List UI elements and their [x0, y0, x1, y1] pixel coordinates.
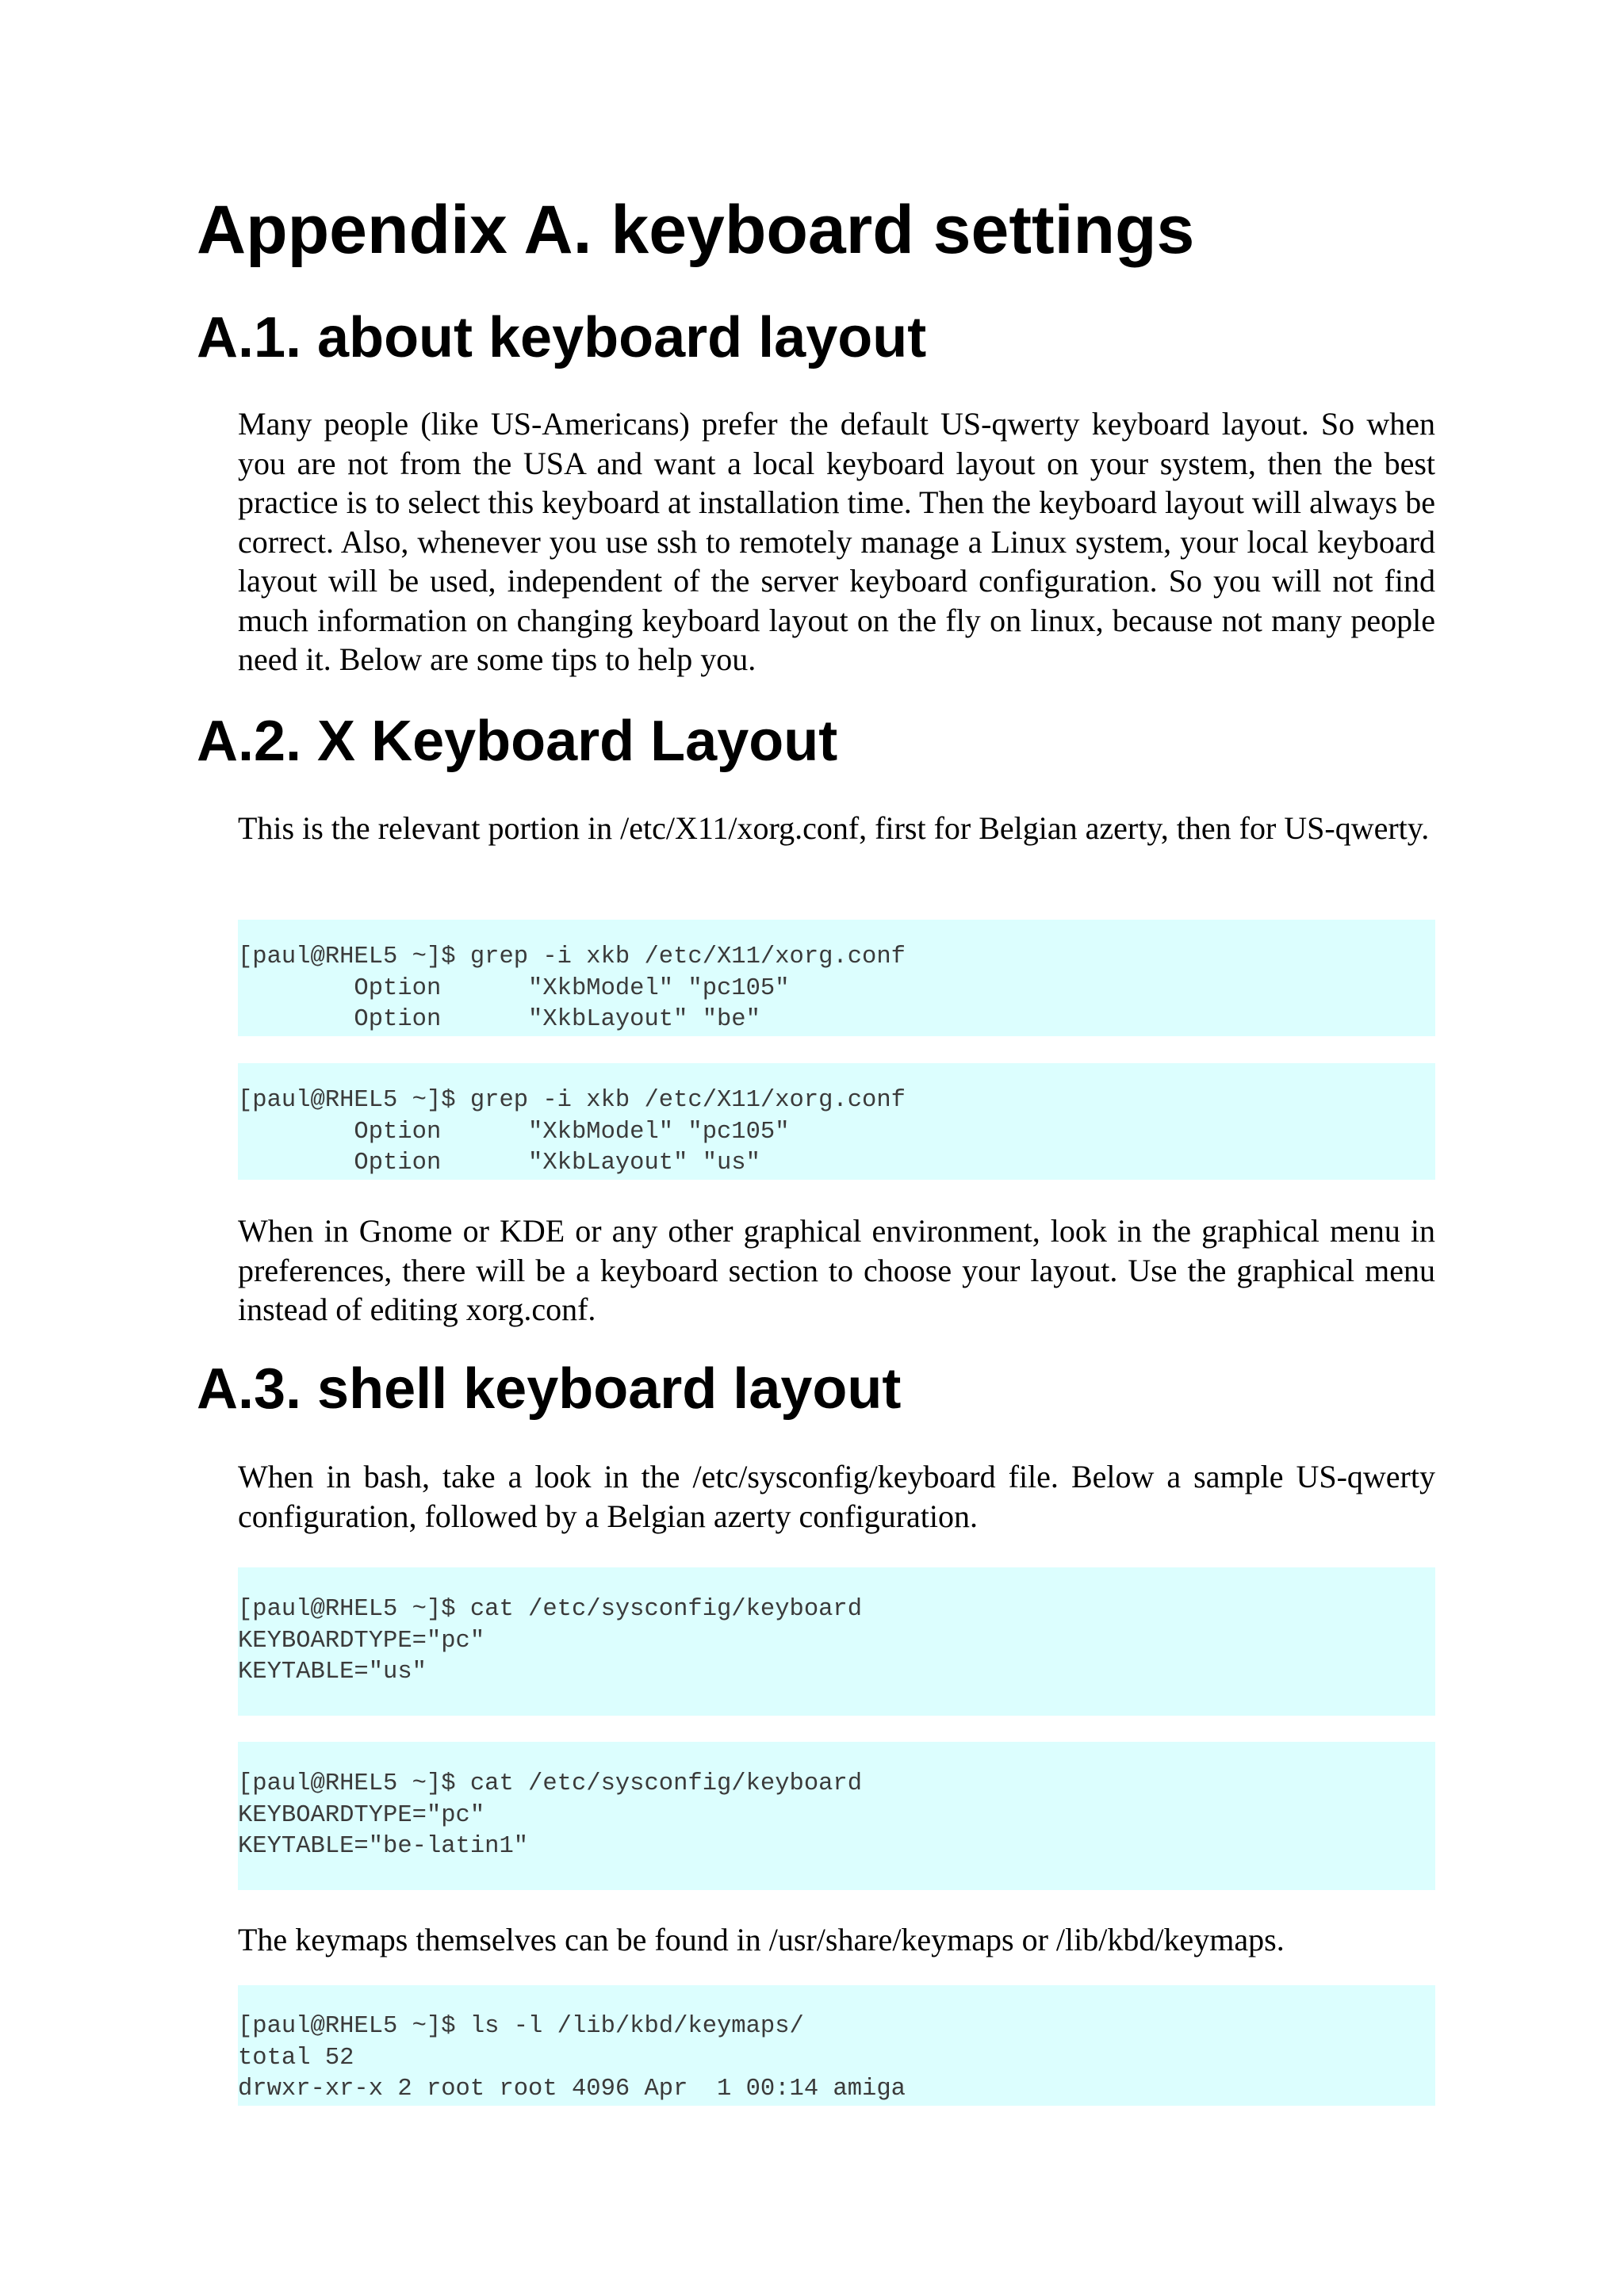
paragraph-a2: This is the relevant portion in /etc/X11/xorg.conf, first for Belgian azerty, then for US-qwerty.: [238, 810, 1430, 846]
code-line: drwxr-xr-x 2 root root 4096 Apr 1 00:14 amiga: [238, 2076, 906, 2103]
paragraph-a3: When in bash, take a look in the /etc/sysconfig/keyboard file. Below a sample US-qwerty configuration, followed by a Belgian azerty configuration.: [238, 1459, 1435, 1534]
code-line: [paul@RHEL5 ~]$ grep -i xkb /etc/X11/xorg.conf: [238, 943, 906, 970]
paragraph-a1: Many people (like US-Americans) prefer the default US-qwerty keyboard layout. So when you are not from the USA and want a local keyboard layout on your system, then the best practice is to select this keyboard at installation time. Then the keyboard layout will always be correct. Also, whenever you use ssh to remotely manage a Linux system, your local keyboard layout will be used, independent of the server keyboard configuration. So you will not find much information on changing keyboard layout on the fly on linux, because not many people need it. Below are some tips to help you.: [238, 406, 1435, 677]
code-block: [238, 920, 1435, 1036]
section-heading-a1: A.1. about keyboard layout: [197, 306, 927, 369]
paragraph-a2-after: When in Gnome or KDE or any other graphical environment, look in the graphical menu in preferences, there will be a keyboard section to choose your layout. Use the graphical menu instead of editing xorg.conf.: [238, 1213, 1435, 1327]
section-heading-a3: A.3. shell keyboard layout: [197, 1357, 902, 1421]
code-line: KEYBOARDTYPE="pc": [238, 1801, 485, 1829]
code-line: [paul@RHEL5 ~]$ cat /etc/sysconfig/keyboard: [238, 1770, 863, 1797]
code-line: Option "XkbLayout" "us": [238, 1150, 760, 1177]
section-heading-a2: A.2. X Keyboard Layout: [197, 710, 838, 773]
code-line: Option "XkbModel" "pc105": [238, 1118, 790, 1146]
code-line: KEYTABLE="be-latin1": [238, 1833, 529, 1860]
code-block: [238, 1742, 1435, 1890]
paragraph-a3-after: The keymaps themselves can be found in /usr/share/keymaps or /lib/kbd/keymaps.: [238, 1922, 1285, 1957]
code-line: Option "XkbLayout" "be": [238, 1006, 760, 1033]
code-block: [238, 1567, 1435, 1716]
code-line: KEYTABLE="us": [238, 1659, 427, 1686]
code-line: total 52: [238, 2044, 354, 2072]
code-block: [238, 1063, 1435, 1180]
code-line: [paul@RHEL5 ~]$ ls -l /lib/kbd/keymaps/: [238, 2013, 804, 2040]
code-line: [paul@RHEL5 ~]$ cat /etc/sysconfig/keyboard: [238, 1596, 863, 1623]
code-line: Option "XkbModel" "pc105": [238, 974, 790, 1002]
code-line: KEYBOARDTYPE="pc": [238, 1627, 485, 1655]
page-title: Appendix A. keyboard settings: [197, 192, 1195, 268]
code-line: [paul@RHEL5 ~]$ grep -i xkb /etc/X11/xorg.conf: [238, 1087, 906, 1114]
code-block: [238, 1985, 1435, 2106]
